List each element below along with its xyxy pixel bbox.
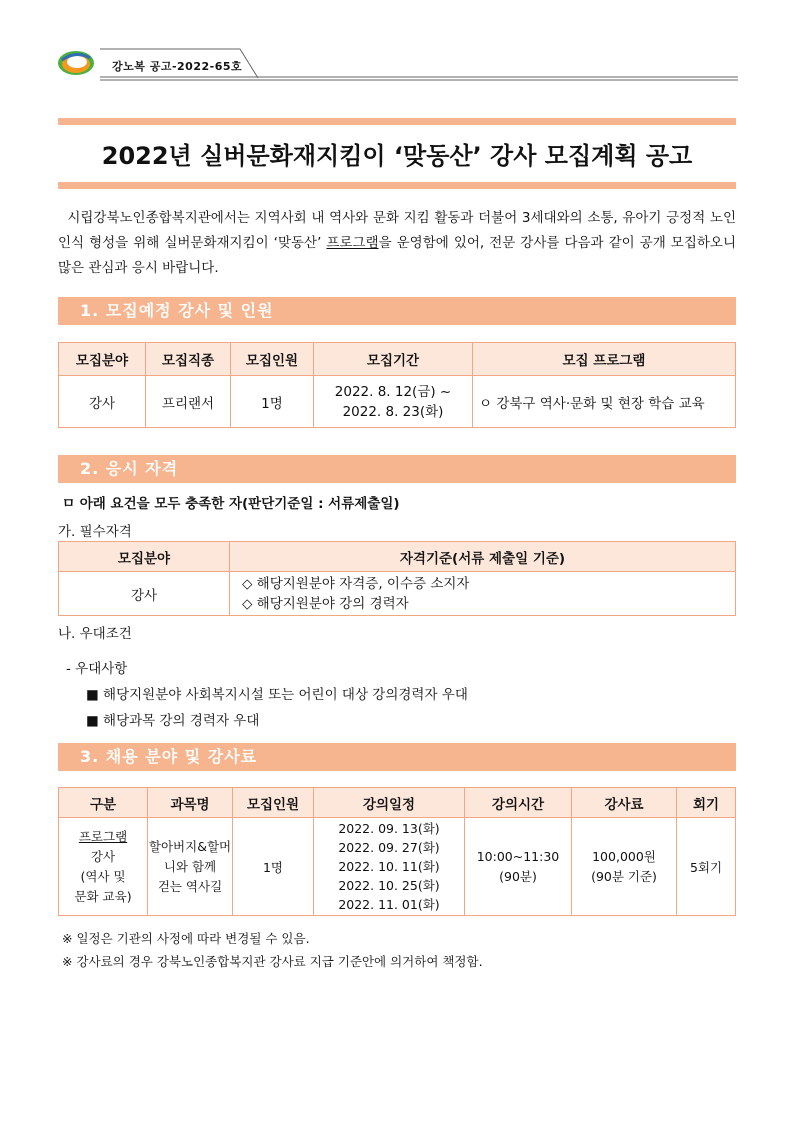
title-bar-bottom — [58, 182, 736, 189]
notes — [62, 927, 483, 973]
agency-logo-icon — [56, 48, 96, 78]
subject-line-3: 걷는 역사길 — [157, 878, 223, 894]
criteria-1: ◇ 해당지원분야 자격증, 이수증 소지자 — [242, 575, 470, 592]
cell-subject — [148, 818, 233, 916]
section-3-table — [58, 787, 736, 916]
table-header: 과목명 — [148, 788, 233, 818]
table-header: 강의시간 — [465, 788, 572, 818]
cell-field: 강사 — [59, 376, 146, 428]
table-header: 모집인원 — [231, 343, 314, 376]
category-line-2: 강사 — [90, 848, 116, 864]
table-header: 모집 프로그램 — [473, 343, 736, 376]
date-item: 2022. 10. 25(화) — [338, 878, 440, 893]
table-header: 모집직종 — [146, 343, 231, 376]
time-duration: (90분) — [499, 868, 537, 884]
note-1: ※ 일정은 기관의 사정에 따라 변경될 수 있음. — [62, 931, 310, 946]
period-start: 2022. 8. 12(금) ~ — [334, 383, 452, 400]
table-header: 자격기준(서류 제출일 기준) — [230, 542, 736, 572]
category-line-4: 문화 교육) — [74, 888, 132, 904]
subject-line-2: 니와 함께 — [163, 858, 217, 874]
section-2-table — [58, 541, 736, 616]
title-bar-top — [58, 118, 736, 125]
intro-underlined: 프로그램 — [326, 235, 379, 251]
fee-basis: (90분 기준) — [591, 868, 657, 884]
date-item: 2022. 10. 11(화) — [338, 859, 440, 874]
category-line-1: 프로그램 — [78, 828, 128, 844]
na-label: 나. 우대조건 — [58, 626, 132, 642]
intro-paragraph — [58, 206, 736, 281]
table-header: 강의일정 — [314, 788, 465, 818]
intro-text-2: 을 운영함에 있어, 전문 강사를 다음과 같이 공개 모집하오니 많은 관심과 응시 바랍니다. — [58, 235, 736, 276]
table-header: 강사료 — [572, 788, 677, 818]
period-end: 2022. 8. 23(화) — [342, 403, 444, 420]
ga-label: 가. 필수자격 — [58, 524, 132, 540]
date-item: 2022. 09. 13(화) — [338, 821, 440, 836]
section-3-header: 3. 채용 분야 및 강사료 — [58, 743, 736, 771]
cell-dates — [314, 818, 465, 916]
cell-sessions: 5회기 — [677, 818, 736, 916]
table-header: 구분 — [59, 788, 148, 818]
cell-period — [314, 376, 473, 428]
fee-amount: 100,000원 — [592, 848, 656, 864]
page-title: 2022년 실버문화재지킴이 ‘맞동산’ 강사 모집계획 공고 — [101, 142, 693, 170]
cell-program: ㅇ 강북구 역사·문화 및 현장 학습 교육 — [473, 376, 736, 428]
intro-text-1: 시립강북노인종합복지관에서는 지역사회 내 역사와 문화 지킴 활동과 더불어 3세대와의 소통, 유아기 긍정적 노인 인식 형성을 위해 실버문화재지킴이 ‘맞동산’ — [58, 210, 736, 251]
section-1-table — [58, 342, 736, 428]
table-header: 모집기간 — [314, 343, 473, 376]
cell-time — [465, 818, 572, 916]
section-2-header: 2. 응시 자격 — [58, 455, 736, 483]
note-2: ※ 강사료의 경우 강북노인종합복지관 강사료 지급 기준안에 의거하여 책정함. — [62, 954, 483, 969]
table-header: 모집분야 — [59, 343, 146, 376]
pref-label: - 우대사항 — [66, 661, 128, 677]
table-header: 모집인원 — [233, 788, 314, 818]
cell-criteria — [230, 572, 736, 616]
table-header: 모집분야 — [59, 542, 230, 572]
date-item: 2022. 09. 27(화) — [338, 840, 440, 855]
document-number: 강노복 공고-2022-65호 — [112, 60, 243, 73]
table-header: 회기 — [677, 788, 736, 818]
date-item: 2022. 11. 01(화) — [338, 897, 440, 912]
criteria-2: ◇ 해당지원분야 강의 경력자 — [242, 595, 409, 612]
section-1-header: 1. 모집예정 강사 및 인원 — [58, 297, 736, 325]
pref-item-1: ■ 해당지원분야 사회복지시설 또는 어린이 대상 강의경력자 우대 — [86, 687, 468, 703]
pref-item-2: ■ 해당과목 강의 경력자 우대 — [86, 713, 260, 729]
cell-job: 프리랜서 — [146, 376, 231, 428]
cell-count: 1명 — [233, 818, 314, 916]
section-2-subtitle: ㅁ 아래 요건을 모두 충족한 자(판단기준일 : 서류제출일) — [62, 496, 400, 512]
cell-field: 강사 — [59, 572, 230, 616]
subject-line-1: 할아버지&할머 — [148, 838, 232, 854]
cell-fee — [572, 818, 677, 916]
time-range: 10:00~11:30 — [476, 848, 560, 864]
header-tab-outline — [100, 48, 260, 82]
cell-category — [59, 818, 148, 916]
category-line-3: (역사 및 — [80, 868, 126, 884]
cell-count: 1명 — [231, 376, 314, 428]
